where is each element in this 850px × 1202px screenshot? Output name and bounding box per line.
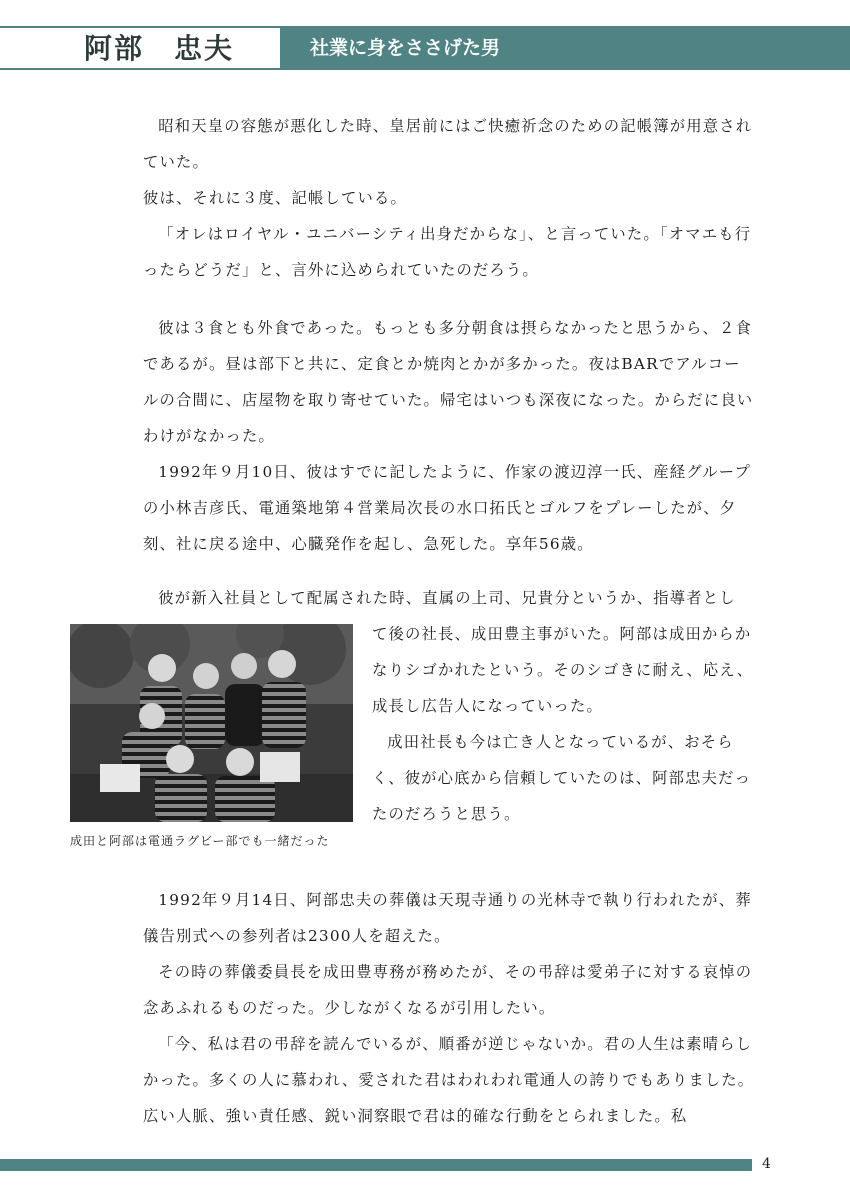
footer-bar: [0, 1159, 752, 1171]
section-3-beside-photo: [372, 616, 756, 832]
section-3-top-line: [143, 580, 755, 616]
paragraph: 彼は３食とも外食であった。もっとも多分朝食は摂らなかったと思うから、２食であるが。昼は部下と共に、定食とか焼肉とかが多かった。夜はBARでアルコールの合間に、店屋物を取り寄せていた。帰宅はいつも深夜になった。からだに良いわけがなかった。: [143, 319, 754, 445]
person-name: 阿部 忠夫: [84, 32, 235, 65]
paragraph: 「オレはロイヤル・ユニバーシティ出身だからな」、と言っていた。「オマエも行ったらどうだ」と、言外に込められていたのだろう。: [143, 225, 752, 279]
paragraph: 「今、私は君の弔辞を読んでいるが、順番が逆じゃないか。君の人生は素晴らしかった。多くの人に慕われ、愛された君はわれわれ電通人の誇りでもありました。広い人脈、強い責任感、鋭い洞察眼で君は的確な行動をとられました。私: [143, 1035, 755, 1125]
paragraph: 昭和天皇の容態が悪化した時、皇居前にはご快癒祈念のための記帳簿が用意されていた。: [143, 117, 753, 171]
photo-caption: 成田と阿部は電通ラグビー部でも一緒だった: [70, 834, 330, 848]
paragraph-line: 彼が新入社員として配属された時、直属の上司、兄貴分というか、指導者とし: [158, 589, 736, 607]
paragraph: 1992年９月14日、阿部忠夫の葬儀は天現寺通りの光林寺で執り行われたが、葬儀告別式への参列者は2300人を超えた。: [143, 891, 752, 945]
rugby-team-photo: [70, 624, 353, 822]
paragraph: 彼は、それに３度、記帳している。: [143, 189, 407, 207]
header-name-box: [0, 26, 282, 70]
page-number: 4: [762, 1156, 771, 1172]
paragraph: 成田社長も今は亡き人となっているが、おそらく、彼が心底から信頼していたのは、阿部忠夫だったのだろうと思う。: [372, 733, 752, 823]
paragraph: て後の社長、成田豊主事がいた。阿部は成田からかなりシゴかれたという。そのシゴきに耐え、応え、成長し広告人になっていった。: [372, 625, 754, 715]
article-subtitle: 社業に身をささげた男: [310, 37, 501, 59]
section-1: [143, 108, 755, 288]
photo-illustration: [70, 624, 353, 822]
paragraph: その時の葬儀委員長を成田豊専務が務めたが、その弔辞は愛弟子に対する哀悼の念あふれるものだった。少しながくなるが引用したい。: [143, 963, 753, 1017]
header-subtitle-band: [282, 26, 850, 70]
paragraph: 1992年９月10日、彼はすでに記したように、作家の渡辺淳一氏、産経グループの小林吉彦氏、電通築地第４営業局次長の水口拓氏とゴルフをプレーしたが、夕刻、社に戻る途中、心臓発作を起し、急死した。享年56歳。: [143, 463, 752, 553]
section-2: [143, 310, 755, 562]
section-4: [143, 882, 755, 1134]
